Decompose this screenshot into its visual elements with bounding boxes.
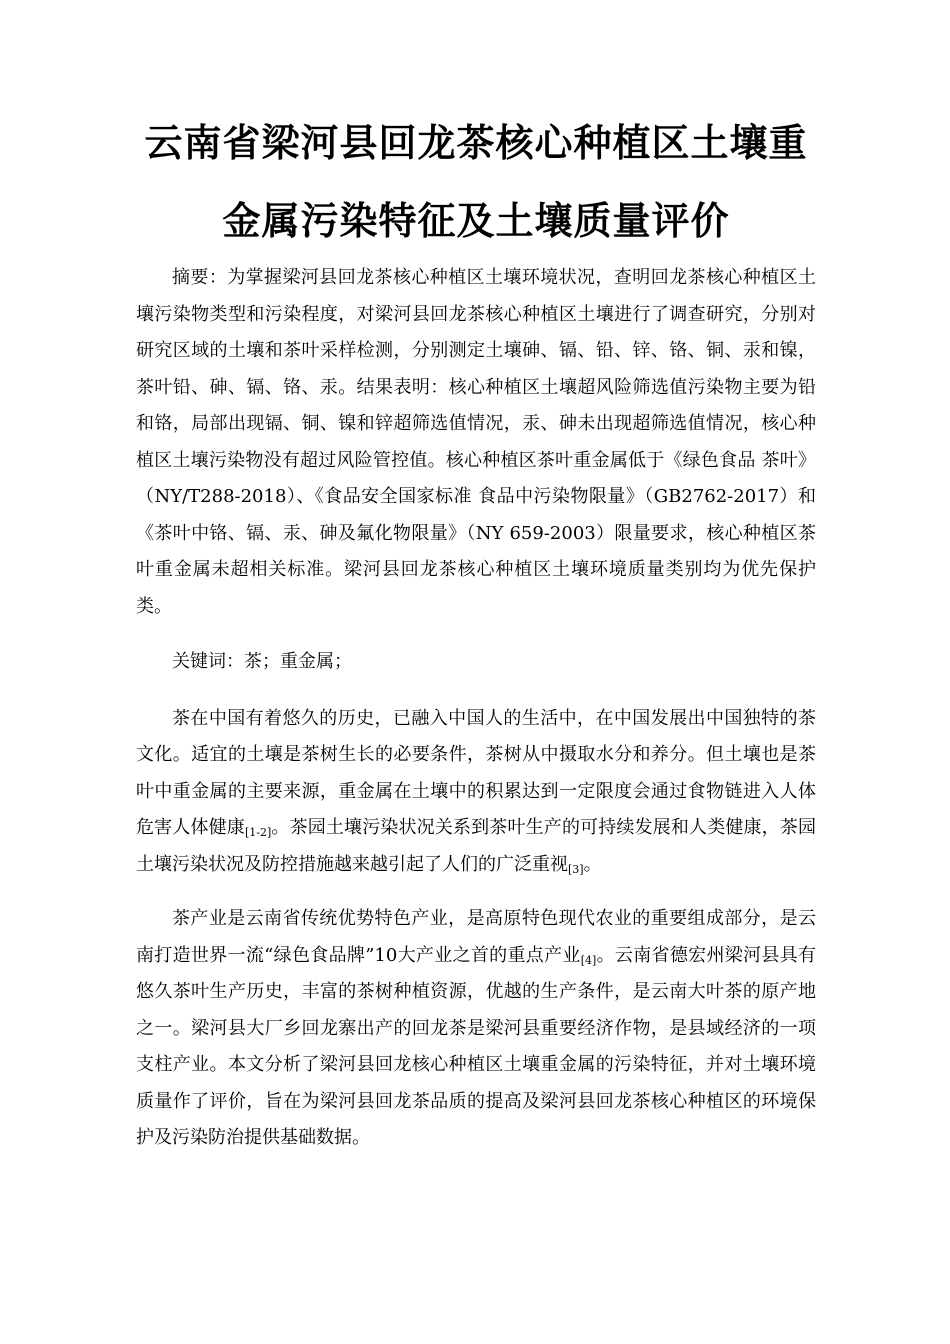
body-paragraph-2-text-a: 茶产业是云南省传统优势特色产业，是高原特色现代农业的重要组成部分，是云南打造世界一流“绿色食品牌”10大产业之首的重点产业: [136, 908, 816, 966]
citation-3: [3]: [568, 862, 584, 876]
body-paragraph-2-text-b: 。云南省德宏州梁河县具有悠久茶叶生产历史，丰富的茶树种植资源，优越的生产条件，是云南大叶茶的原产地之一。梁河县大厂乡回龙寨出产的回龙茶是梁河县重要经济作物，是县域经济的一项支柱产业。本文分析了梁河县回龙核心种植区土壤重金属的污染特征，并对土壤环境质量作了评价，旨在为梁河县回龙茶品质的提高及梁河县回龙茶核心种植区的环境保护及污染防治提供基础数据。: [136, 944, 816, 1148]
citation-4: [4]: [580, 953, 597, 967]
document-page: [136, 104, 816, 1157]
abstract-paragraph: 摘要：为掌握梁河县回龙茶核心种植区土壤环境状况，查明回龙茶核心种植区土壤污染物类型和污染程度，对梁河县回龙茶核心种植区土壤进行了调查研究，分别对研究区域的土壤和茶叶采样检测，分别测定土壤砷、镉、铅、锌、铬、铜、汞和镍，茶叶铅、砷、镉、铬、汞。结果表明：核心种植区土壤超风险筛选值污染物主要为铅和铬，局部出现镉、铜、镍和锌超筛选值情况，汞、砷未出现超筛选值情况，核心种植区土壤污染物没有超过风险管控值。核心种植区茶叶重金属低于《绿色食品 茶叶》（NY/T288-2018）、《食品安全国家标准 食品中污染物限量》（GB2762-2017）和《茶叶中铬、镉、汞、砷及氟化物限量》（NY 659-2003）限量要求，核心种植区茶叶重金属未超相关标准。梁河县回龙茶核心种植区土壤环境质量类别均为优先保护类。: [136, 267, 816, 617]
paper-title-line-2: 金属污染特征及土壤质量评价: [222, 199, 730, 243]
keywords-paragraph: 关键词：茶；重金属；: [172, 651, 352, 672]
body-paragraph-2: [136, 901, 816, 1157]
body-paragraph-1-text-a: 茶在中国有着悠久的历史，已融入中国人的生活中，在中国发展出中国独特的茶文化。适宜的土壤是茶树生长的必要条件，茶树从中摄取水分和养分。但土壤也是茶叶中重金属的主要来源，重金属在土壤中的积累达到一定限度会通过食物链进入人体危害人体健康: [136, 707, 816, 838]
paper-title: [136, 104, 816, 260]
citation-1-2: [1-2]: [244, 826, 272, 839]
body-paragraph-1: [136, 701, 816, 884]
body-paragraph-1-text-c: 。: [583, 853, 602, 875]
body-paragraph-1-text-b: 。茶园土壤污染状况关系到茶叶生产的可持续发展和人类健康，茶园土壤污染状况及防控措施越来越引起了人们的广泛重视: [136, 817, 816, 875]
paper-title-line-1: 云南省梁河县回龙茶核心种植区土壤重: [144, 121, 808, 165]
